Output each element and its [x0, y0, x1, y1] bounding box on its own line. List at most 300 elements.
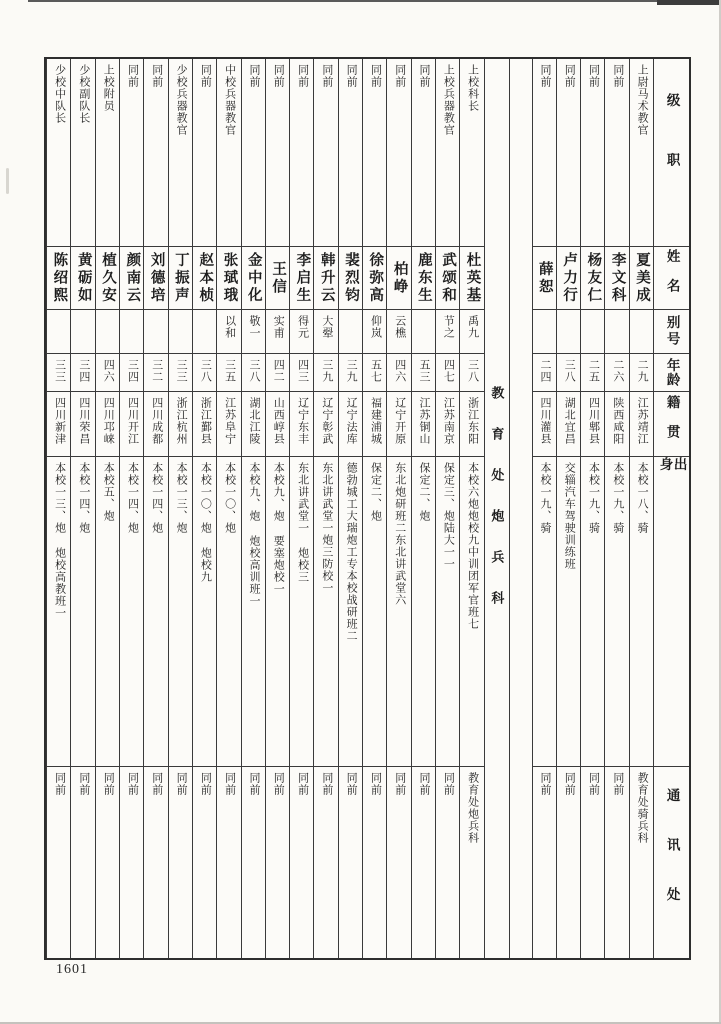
rank-text: 少校兵器教官 [175, 64, 188, 136]
origin-text: 保定二、炮 [369, 462, 382, 522]
alias-cell [71, 310, 94, 354]
age-text: 四六 [102, 359, 115, 383]
native-place-cell [217, 392, 240, 457]
name-cell [266, 247, 289, 310]
age-text: 三三 [53, 359, 66, 383]
rank-text: 同前 [538, 64, 551, 88]
rank-text: 同前 [126, 64, 139, 88]
native-place-text: 浙江东阳 [466, 397, 479, 445]
alias-cell [557, 310, 580, 354]
origin-cell [412, 457, 435, 767]
native-place-cell [71, 392, 94, 457]
contact-text: 同前 [369, 772, 382, 796]
native-place-cell [144, 392, 167, 457]
origin-text: 本校一四、炮 [126, 462, 139, 534]
origin-text: 保定三、炮陆大一一 [442, 462, 455, 570]
origin-cell [533, 457, 556, 767]
name-text: 武颂和 [440, 251, 457, 305]
age-cell [120, 354, 143, 392]
contact-cell [339, 767, 362, 958]
origin-cell [460, 457, 483, 767]
alias-cell [290, 310, 313, 354]
origin-text: 本校九、炮 要塞炮校一 [272, 462, 285, 595]
origin-cell [120, 457, 143, 767]
name-text: 韩升云 [318, 251, 335, 305]
name-text: 杜英基 [464, 251, 481, 305]
section-divider-title: 教育处炮兵科 [489, 385, 505, 632]
person-column [192, 59, 216, 958]
native-place-cell [290, 392, 313, 457]
age-cell [363, 354, 386, 392]
native-place-text: 四川新津 [53, 397, 66, 445]
age-cell [533, 354, 556, 392]
rank-text: 同前 [296, 64, 309, 88]
age-text: 二四 [538, 359, 551, 383]
contact-text: 同前 [175, 772, 188, 796]
rank-text: 同前 [587, 64, 600, 88]
empty-column [509, 59, 532, 958]
alias-text: 以和 [223, 315, 236, 339]
alias-text: 敬一 [247, 315, 260, 339]
alias-text: 得元 [296, 315, 309, 339]
alias-cell [436, 310, 459, 354]
age-cell [387, 354, 410, 392]
alias-cell [144, 310, 167, 354]
alias-text: 大翚 [320, 315, 333, 339]
contact-cell [605, 767, 628, 958]
origin-cell [47, 457, 70, 767]
person-column [119, 59, 143, 958]
native-place-cell [630, 392, 653, 457]
contact-cell [169, 767, 192, 958]
name-text: 赵本桢 [197, 251, 214, 305]
origin-text: 本校一九、骑 [538, 462, 551, 534]
age-cell [242, 354, 265, 392]
native-place-text: 四川开江 [126, 397, 139, 445]
native-place-text: 四川成都 [150, 397, 163, 445]
name-cell [533, 247, 556, 310]
person-column [435, 59, 459, 958]
person-column [143, 59, 167, 958]
person-column [362, 59, 386, 958]
name-cell [120, 247, 143, 310]
age-text: 四二 [272, 359, 285, 383]
origin-cell [96, 457, 119, 767]
person-column [629, 59, 653, 958]
contact-cell [363, 767, 386, 958]
rank-text: 上校附员 [102, 64, 115, 112]
rank-cell [557, 59, 580, 247]
name-cell [460, 247, 483, 310]
age-text: 二九 [636, 359, 649, 383]
rank-cell [96, 59, 119, 247]
header-contact-label: 通讯处 [664, 788, 680, 937]
native-place-text: 湖北江陵 [247, 397, 260, 445]
origin-cell [169, 457, 192, 767]
name-text: 陈绍熙 [51, 251, 68, 305]
native-place-cell [96, 392, 119, 457]
native-place-text: 山西崞县 [272, 397, 285, 445]
contact-text: 同前 [150, 772, 163, 796]
contact-cell [314, 767, 337, 958]
header-native-place-label: 籍贯 [664, 394, 680, 454]
rank-cell [169, 59, 192, 247]
alias-cell [47, 310, 70, 354]
alias-cell [96, 310, 119, 354]
native-place-text: 辽宁开原 [393, 397, 406, 445]
rank-text: 同前 [247, 64, 260, 88]
rank-cell [120, 59, 143, 247]
native-place-text: 浙江鄞县 [199, 397, 212, 445]
origin-cell [605, 457, 628, 767]
age-cell [314, 354, 337, 392]
native-place-cell [314, 392, 337, 457]
header-age [654, 354, 689, 392]
name-cell [290, 247, 313, 310]
rank-text: 同前 [272, 64, 285, 88]
alias-text: 节之 [442, 315, 455, 339]
rank-cell [460, 59, 483, 247]
contact-cell [120, 767, 143, 958]
rank-cell [242, 59, 265, 247]
origin-cell [290, 457, 313, 767]
person-column [580, 59, 604, 958]
scan-artifact-top-edge [28, 0, 721, 2]
person-column [289, 59, 313, 958]
origin-text: 本校一〇、炮 [223, 462, 236, 534]
rank-text: 同前 [418, 64, 431, 88]
alias-cell [217, 310, 240, 354]
native-place-cell [242, 392, 265, 457]
native-place-text: 江苏铜山 [418, 397, 431, 445]
native-place-text: 湖北宜昌 [563, 397, 576, 445]
rank-text: 少校副队长 [77, 64, 90, 124]
origin-cell [71, 457, 94, 767]
native-place-text: 江苏靖江 [636, 397, 649, 445]
origin-cell [387, 457, 410, 767]
rank-cell [363, 59, 386, 247]
rank-cell [144, 59, 167, 247]
rank-text: 少校中队长 [53, 64, 66, 124]
contact-cell [96, 767, 119, 958]
native-place-cell [193, 392, 216, 457]
origin-cell [630, 457, 653, 767]
age-cell [217, 354, 240, 392]
alias-text: 实甫 [272, 315, 285, 339]
name-text: 植久安 [100, 251, 117, 305]
contact-text: 同前 [587, 772, 600, 796]
contact-text: 同前 [296, 772, 309, 796]
rank-text: 上校兵器教官 [442, 64, 455, 136]
name-cell [169, 247, 192, 310]
name-cell [96, 247, 119, 310]
origin-text: 德勃城工大瑞炮工专本校战研班二 [345, 462, 358, 642]
alias-text: 云樵 [393, 315, 406, 339]
origin-cell [557, 457, 580, 767]
native-place-cell [605, 392, 628, 457]
rank-cell [266, 59, 289, 247]
rank-cell [71, 59, 94, 247]
age-text: 四三 [296, 359, 309, 383]
origin-text: 东北讲武堂一 炮校三 [296, 462, 309, 583]
contact-text: 同前 [247, 772, 260, 796]
native-place-cell [387, 392, 410, 457]
name-text: 颜南云 [124, 251, 141, 305]
contact-text: 同前 [345, 772, 358, 796]
origin-text: 交辎汽车驾驶训练班 [563, 462, 576, 570]
header-rank [654, 59, 689, 247]
origin-cell [436, 457, 459, 767]
origin-text: 本校九、炮 炮校高训班一 [247, 462, 260, 607]
contact-cell [242, 767, 265, 958]
contact-text: 同前 [442, 772, 455, 796]
scan-artifact-smudge [6, 168, 9, 194]
rank-cell [436, 59, 459, 247]
age-text: 三八 [199, 359, 212, 383]
rank-text: 同前 [611, 64, 624, 88]
origin-text: 本校一三、炮 [175, 462, 188, 534]
rank-text: 同前 [345, 64, 358, 88]
rank-cell [581, 59, 604, 247]
header-rank-label: 级职 [664, 93, 680, 212]
rank-cell [630, 59, 653, 247]
contact-text: 同前 [320, 772, 333, 796]
contact-cell [630, 767, 653, 958]
header-age-label: 年龄 [664, 358, 680, 387]
age-text: 五三 [418, 359, 431, 383]
native-place-text: 江苏南京 [442, 397, 455, 445]
age-text: 三四 [126, 359, 139, 383]
age-text: 三八 [466, 359, 479, 383]
alias-cell [412, 310, 435, 354]
header-contact [654, 767, 689, 958]
native-place-text: 陕西咸阳 [611, 397, 624, 445]
personnel-roster-table [44, 57, 691, 960]
origin-cell [314, 457, 337, 767]
header-alias-label: 别号 [664, 315, 680, 348]
rank-text: 同前 [320, 64, 333, 88]
origin-cell [339, 457, 362, 767]
origin-text: 本校一九、骑 [587, 462, 600, 534]
origin-cell [217, 457, 240, 767]
age-text: 三八 [247, 359, 260, 383]
age-cell [605, 354, 628, 392]
header-origin [654, 457, 689, 767]
origin-text: 东北炮研班二东北讲武堂六 [393, 462, 406, 606]
contact-cell [533, 767, 556, 958]
native-place-cell [120, 392, 143, 457]
contact-cell [436, 767, 459, 958]
contact-text: 同前 [102, 772, 115, 796]
age-cell [290, 354, 313, 392]
contact-cell [290, 767, 313, 958]
alias-cell [120, 310, 143, 354]
age-cell [96, 354, 119, 392]
contact-cell [412, 767, 435, 958]
contact-cell [47, 767, 70, 958]
origin-text: 本校一〇、炮 炮校九 [199, 462, 212, 583]
name-text: 徐弥高 [367, 251, 384, 305]
age-text: 三八 [563, 359, 576, 383]
origin-cell [144, 457, 167, 767]
rank-cell [193, 59, 216, 247]
name-cell [363, 247, 386, 310]
name-cell [630, 247, 653, 310]
person-column [70, 59, 94, 958]
native-place-text: 浙江杭州 [175, 397, 188, 445]
alias-cell [387, 310, 410, 354]
alias-cell [339, 310, 362, 354]
origin-text: 保定二、炮 [418, 462, 431, 522]
origin-text: 本校五、炮 [102, 462, 115, 522]
age-cell [193, 354, 216, 392]
header-column [653, 59, 689, 958]
origin-text: 东北讲武堂一炮三防校一 [320, 462, 333, 594]
age-text: 三九 [320, 359, 333, 383]
name-text: 黄砺如 [75, 251, 92, 305]
person-column [46, 59, 70, 958]
native-place-text: 福建浦城 [369, 397, 382, 445]
contact-text: 同前 [53, 772, 66, 796]
age-cell [71, 354, 94, 392]
native-place-text: 辽宁彰武 [320, 397, 333, 445]
name-cell [242, 247, 265, 310]
person-column [241, 59, 265, 958]
age-cell [144, 354, 167, 392]
header-native-place [654, 392, 689, 457]
age-cell [266, 354, 289, 392]
name-cell [605, 247, 628, 310]
contact-cell [71, 767, 94, 958]
header-origin-label: 出身 [657, 457, 687, 621]
rank-cell [314, 59, 337, 247]
alias-cell [460, 310, 483, 354]
person-column [95, 59, 119, 958]
origin-text: 本校一九、骑 [611, 462, 624, 534]
name-text: 张珷珴 [221, 251, 238, 305]
page-number: 1601 [56, 962, 88, 977]
name-text: 杨友仁 [585, 251, 602, 305]
header-alias [654, 310, 689, 354]
origin-cell [266, 457, 289, 767]
rank-cell [605, 59, 628, 247]
native-place-text: 辽宁东丰 [296, 397, 309, 445]
native-place-cell [169, 392, 192, 457]
header-name [654, 247, 689, 310]
native-place-cell [412, 392, 435, 457]
name-text: 卢力行 [561, 251, 578, 305]
native-place-cell [266, 392, 289, 457]
alias-cell [242, 310, 265, 354]
native-place-cell [339, 392, 362, 457]
name-text: 李启生 [294, 251, 311, 305]
contact-cell [387, 767, 410, 958]
contact-text: 同前 [538, 772, 551, 796]
native-place-text: 四川荣昌 [77, 397, 90, 445]
alias-cell [533, 310, 556, 354]
person-column [386, 59, 410, 958]
name-cell [47, 247, 70, 310]
scan-artifact-top-right [657, 0, 721, 5]
name-cell [71, 247, 94, 310]
origin-text: 本校一八、骑 [636, 462, 649, 534]
contact-cell [460, 767, 483, 958]
name-cell [217, 247, 240, 310]
alias-cell [581, 310, 604, 354]
alias-cell [314, 310, 337, 354]
person-column [556, 59, 580, 958]
header-name-label: 姓名 [664, 248, 680, 308]
name-cell [557, 247, 580, 310]
name-cell [436, 247, 459, 310]
contact-text: 同前 [199, 772, 212, 796]
origin-text: 本校六炮炮校九中训团军官班七 [466, 462, 479, 630]
name-cell [144, 247, 167, 310]
native-place-cell [363, 392, 386, 457]
person-column [532, 59, 556, 958]
native-place-cell [460, 392, 483, 457]
contact-cell [144, 767, 167, 958]
contact-text: 教育处炮兵科 [466, 772, 479, 844]
name-text: 夏美成 [633, 251, 650, 305]
person-column [338, 59, 362, 958]
name-text: 刘德培 [148, 251, 165, 305]
age-text: 二六 [611, 359, 624, 383]
native-place-text: 四川邛崃 [102, 397, 115, 445]
age-text: 三二 [150, 359, 163, 383]
alias-text: 仰岚 [369, 315, 382, 339]
native-place-text: 江苏阜宁 [223, 397, 236, 445]
age-text: 三九 [345, 359, 358, 383]
age-cell [47, 354, 70, 392]
rank-text: 同前 [393, 64, 406, 88]
name-text: 柏峥 [391, 260, 408, 296]
alias-cell [630, 310, 653, 354]
age-text: 四六 [393, 359, 406, 383]
origin-cell [581, 457, 604, 767]
rank-cell [412, 59, 435, 247]
alias-cell [193, 310, 216, 354]
name-cell [387, 247, 410, 310]
name-cell [339, 247, 362, 310]
name-text: 丁振声 [172, 251, 189, 305]
contact-text: 同前 [77, 772, 90, 796]
contact-cell [266, 767, 289, 958]
rank-text: 同前 [150, 64, 163, 88]
name-text: 王信 [270, 260, 287, 296]
origin-cell [193, 457, 216, 767]
name-text: 金中化 [245, 251, 262, 305]
person-column [604, 59, 628, 958]
name-text: 薛恕 [536, 260, 553, 296]
native-place-text: 辽宁法库 [345, 397, 358, 445]
contact-cell [193, 767, 216, 958]
rank-cell [47, 59, 70, 247]
contact-text: 同前 [223, 772, 236, 796]
native-place-cell [557, 392, 580, 457]
age-text: 二五 [587, 359, 600, 383]
rank-cell [217, 59, 240, 247]
contact-cell [581, 767, 604, 958]
age-text: 四七 [442, 359, 455, 383]
contact-text: 同前 [563, 772, 576, 796]
rank-cell [339, 59, 362, 247]
person-column [459, 59, 483, 958]
age-cell [460, 354, 483, 392]
age-text: 三三 [175, 359, 188, 383]
age-cell [581, 354, 604, 392]
contact-text: 同前 [611, 772, 624, 796]
